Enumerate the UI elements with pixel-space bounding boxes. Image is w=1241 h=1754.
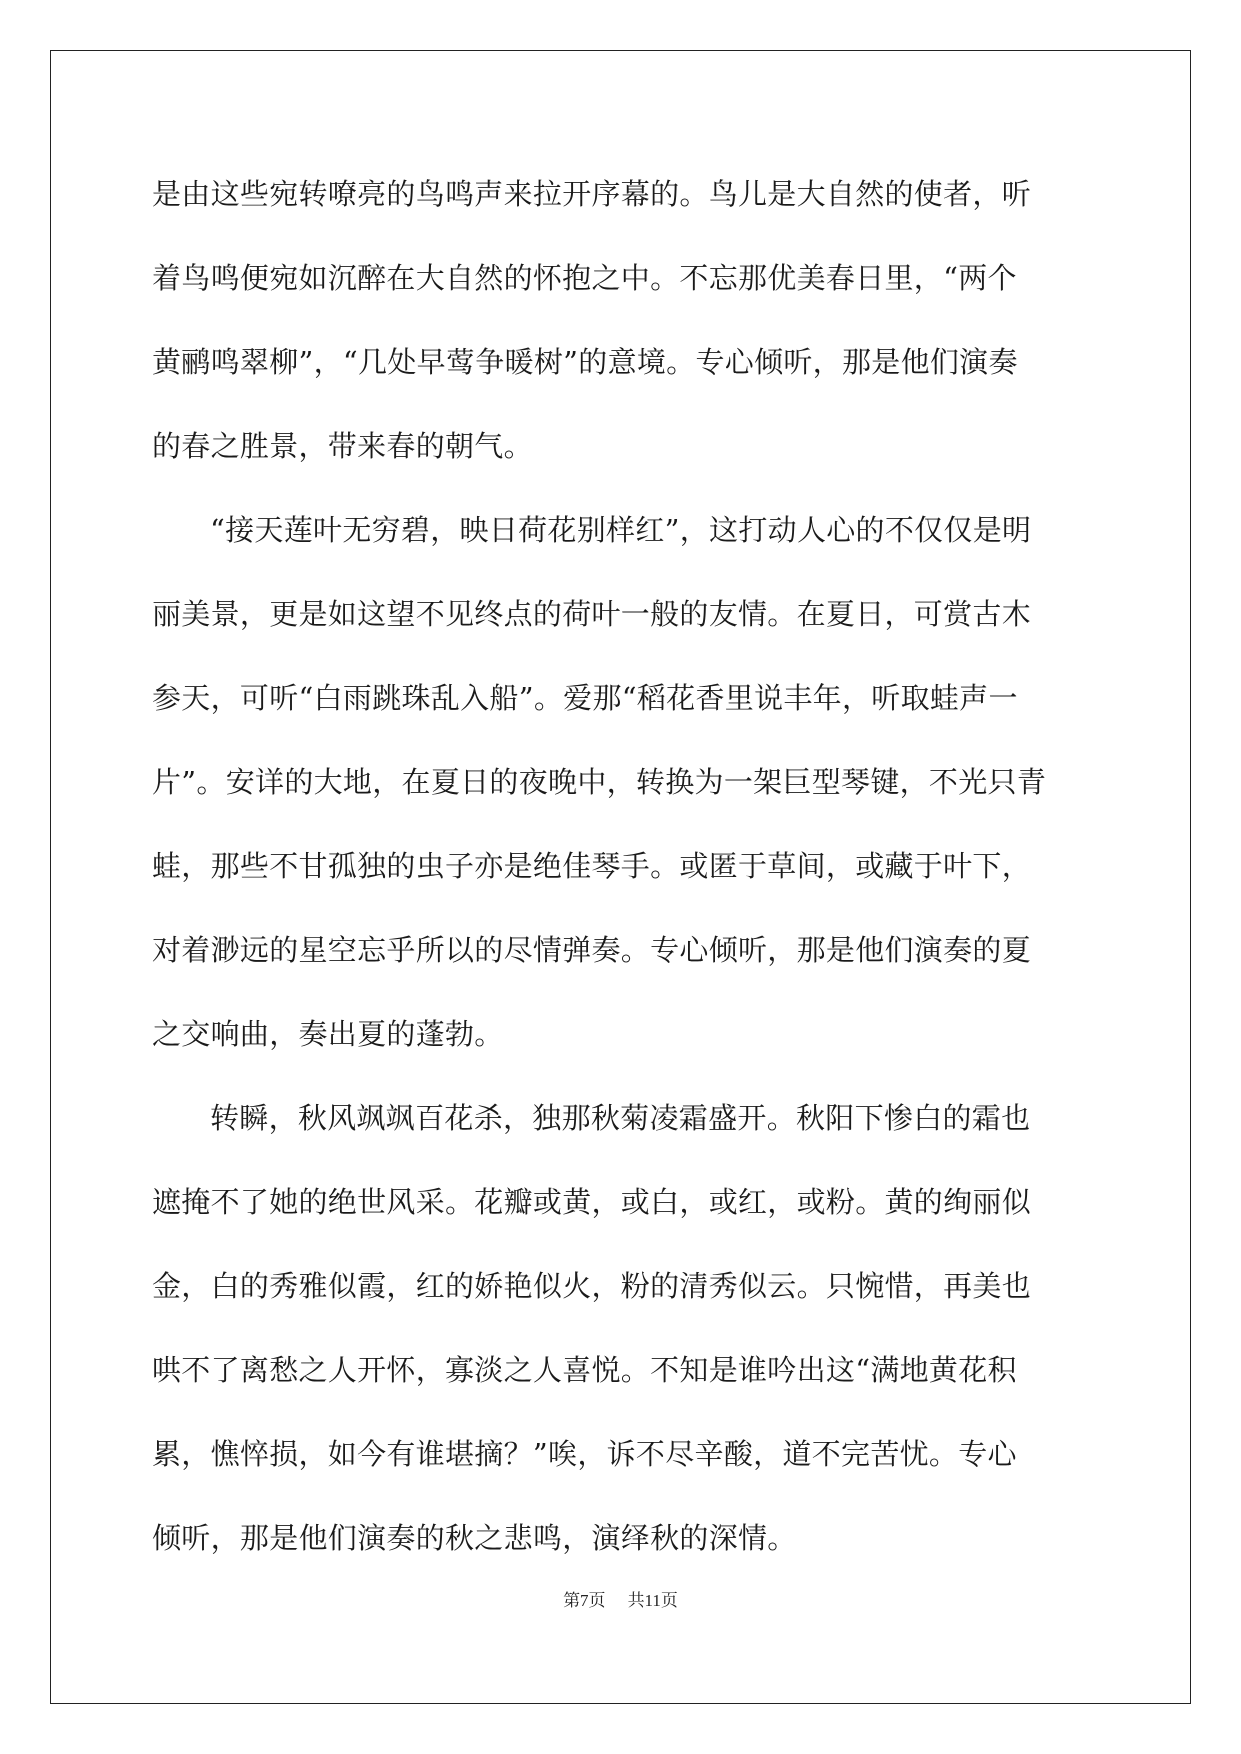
text-line: 金，白的秀雅似霞，红的娇艳似火，粉的清秀似云。只惋惜，再美也: [152, 1269, 1032, 1303]
text-line: 对着渺远的星空忘乎所以的尽情弹奏。专心倾听，那是他们演奏的夏: [152, 933, 1032, 967]
text-line: 转瞬，秋风飒飒百花杀，独那秋菊凌霜盛开。秋阳下惨白的霜也: [210, 1101, 1031, 1135]
text-line: 蛙，那些不甘孤独的虫子亦是绝佳琴手。或匿于草间，或藏于叶下，: [152, 849, 1032, 883]
text-line: 哄不了离愁之人开怀，寡淡之人喜悦。不知是谁吟出这“满地黄花积: [152, 1353, 1017, 1387]
text-line: 黄鹂鸣翠柳”，“几处早莺争暖树”的意境。专心倾听，那是他们演奏: [152, 345, 1018, 379]
text-line: 遮掩不了她的绝世风采。花瓣或黄，或白，或红，或粉。黄的绚丽似: [152, 1185, 1032, 1219]
text-line: 的春之胜景，带来春的朝气。: [152, 429, 533, 463]
text-line: 之交响曲，奏出夏的蓬勃。: [152, 1017, 504, 1051]
text-line: 着鸟鸣便宛如沉醉在大自然的怀抱之中。不忘那优美春日里，“两个: [152, 261, 1017, 295]
total-pages: 共11页: [627, 1591, 678, 1610]
text-line: 累，憔悴损，如今有谁堪摘？”唉，诉不尽辛酸，道不完苦忧。专心: [152, 1437, 1017, 1471]
text-line: “接天莲叶无穷碧，映日荷花别样红”，这打动人心的不仅仅是明: [210, 513, 1032, 547]
document-body: [152, 152, 1092, 1580]
text-line: 参天，可听“白雨跳珠乱入船”。爱那“稻花香里说丰年，听取蛙声一: [152, 681, 1018, 715]
page-footer: [0, 1586, 1241, 1611]
text-line: 丽美景，更是如这望不见终点的荷叶一般的友情。在夏日，可赏古木: [152, 597, 1032, 631]
text-line: 是由这些宛转嘹亮的鸟鸣声来拉开序幕的。鸟儿是大自然的使者，听: [152, 177, 1032, 211]
current-page-number: 第7页: [563, 1591, 606, 1610]
text-line: 倾听，那是他们演奏的秋之悲鸣，演绎秋的深情。: [152, 1521, 797, 1555]
text-line: 片”。安详的大地，在夏日的夜晚中，转换为一架巨型琴键，不光只青: [152, 765, 1047, 799]
